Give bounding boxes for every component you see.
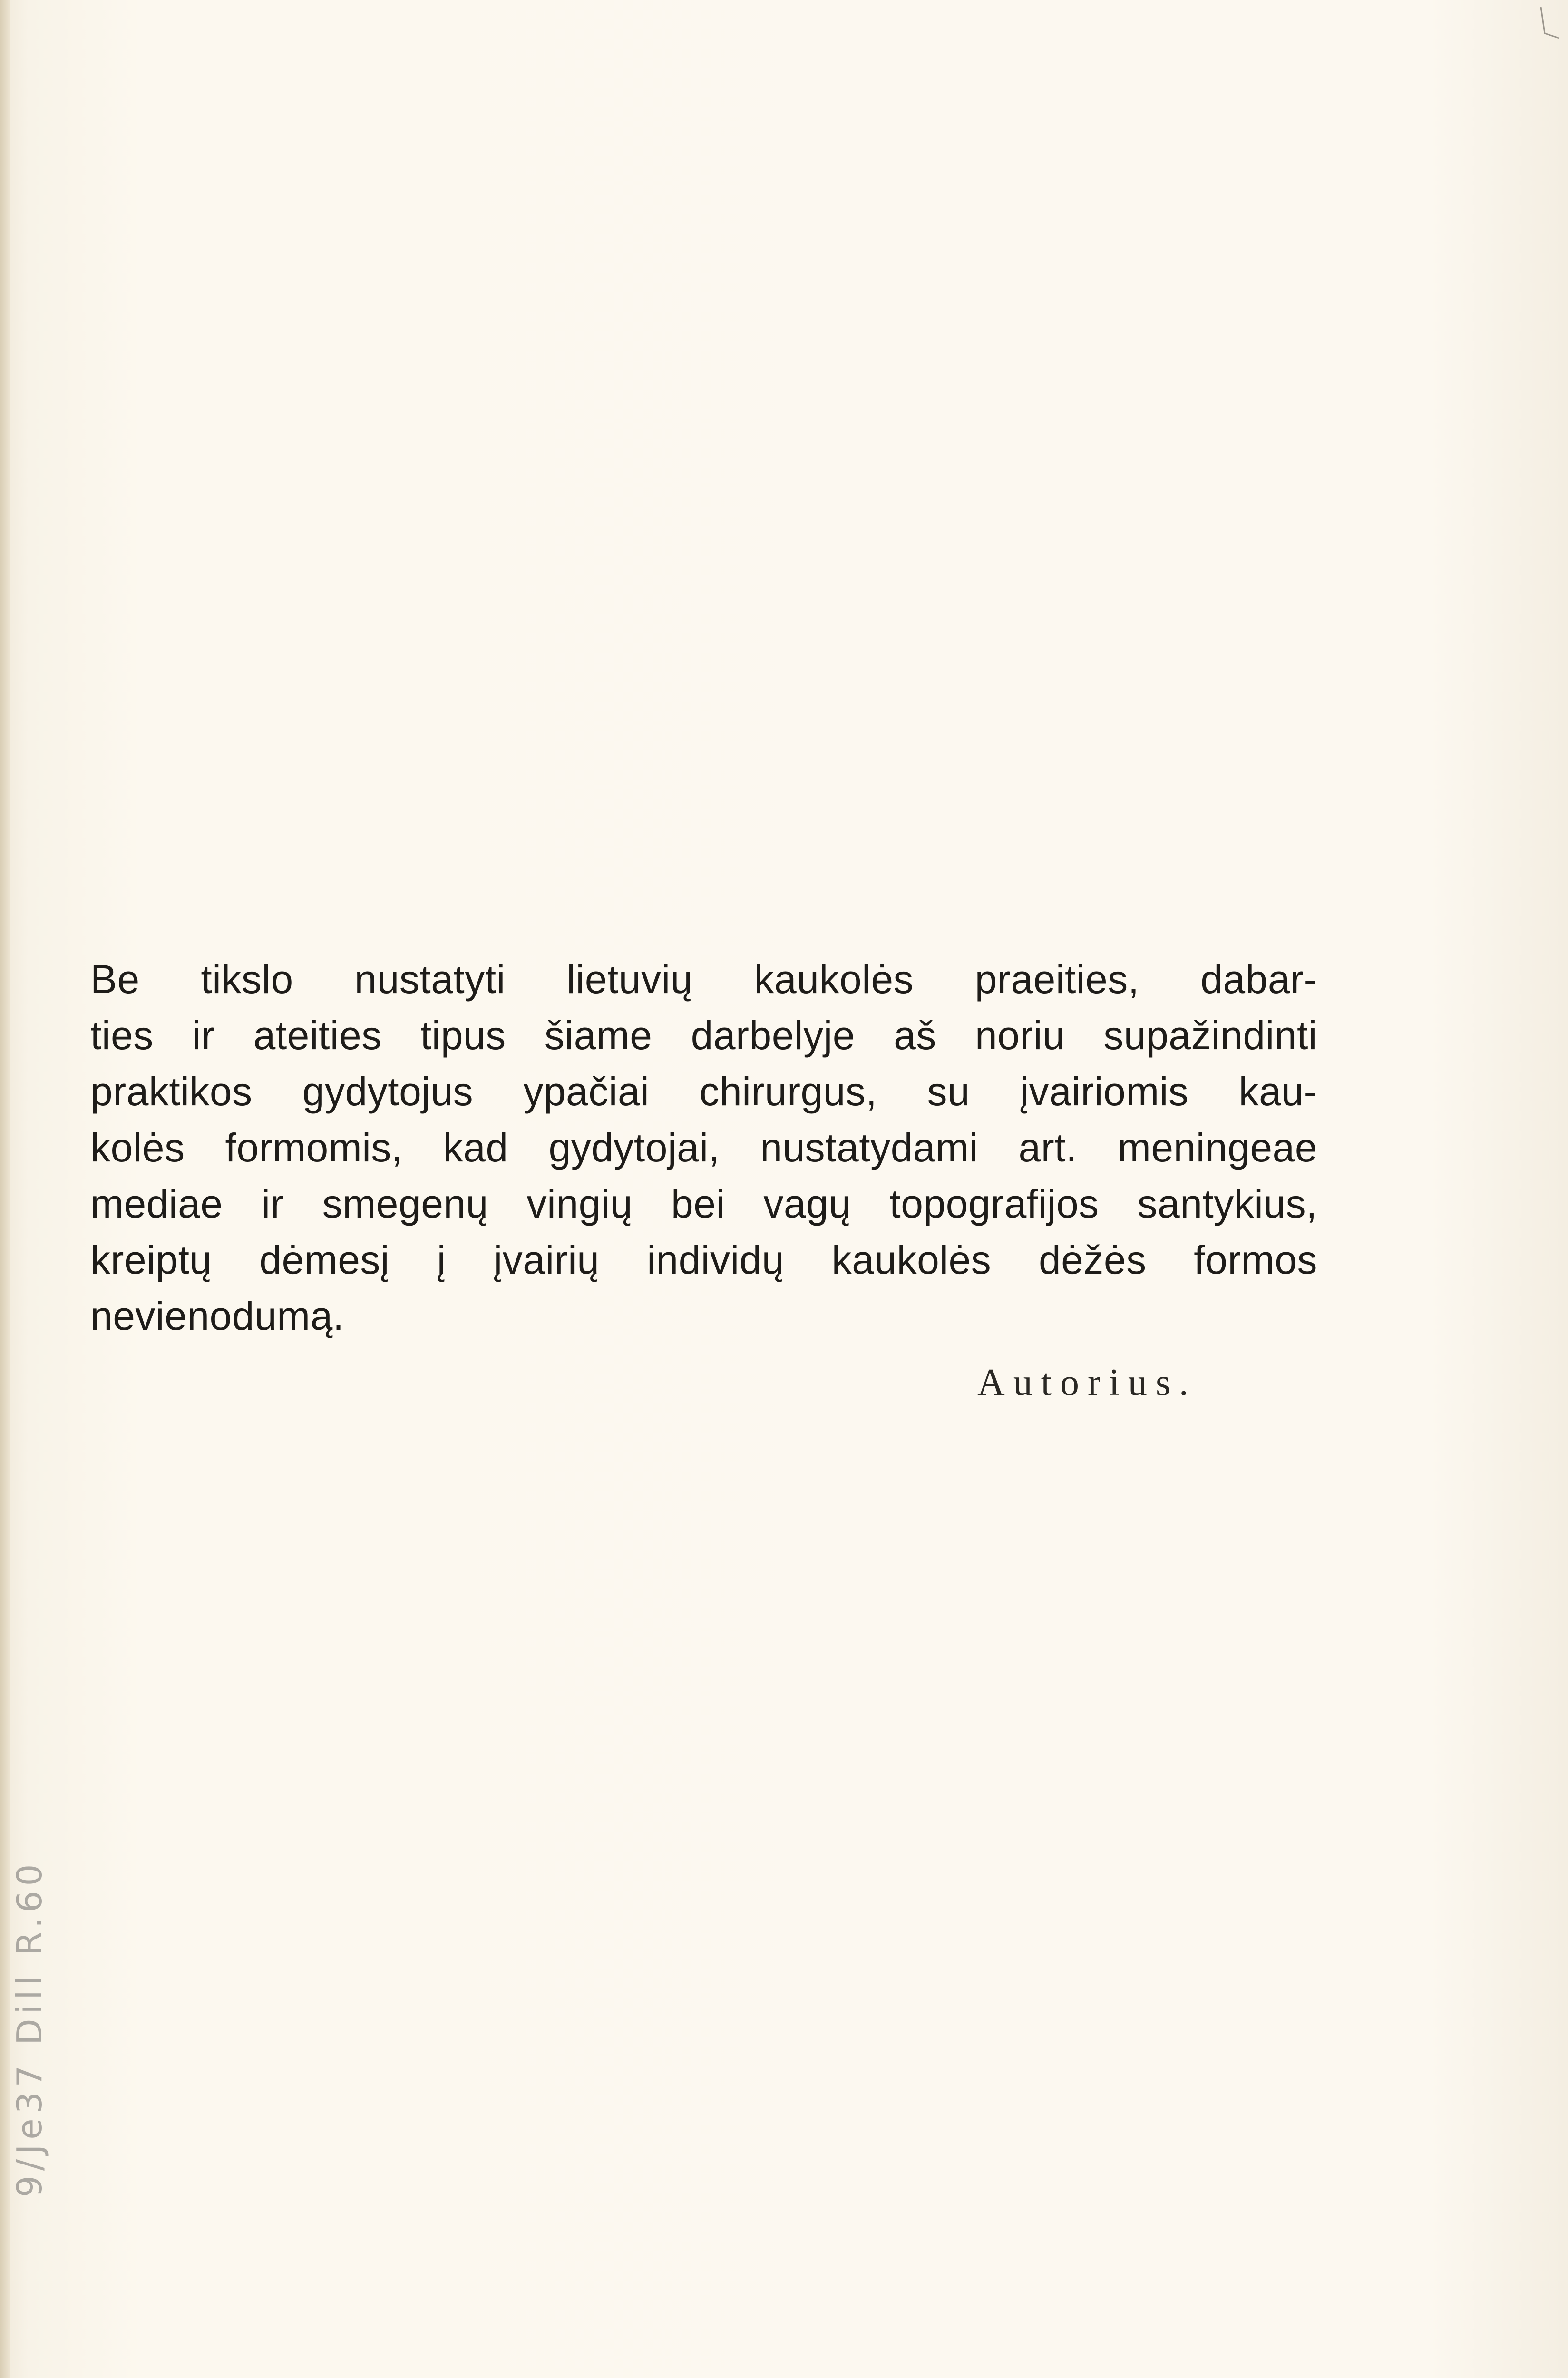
corner-pencil-mark — [1536, 5, 1565, 43]
preface-line: nevienodumą. — [90, 1294, 344, 1338]
page-left-edge — [0, 0, 10, 2378]
preface-line: praktikos gydytojus ypačiai chirurgus, su įvairiomis kau- — [90, 1069, 1317, 1114]
preface-line: Be tikslo nustatyti lietuvių kaukolės praeities, dabar- — [90, 957, 1317, 1002]
author-signature: Autorius. — [977, 1362, 1197, 1403]
preface-line: kolės formomis, kad gydytojai, nustatydami art. meningeae — [90, 1125, 1317, 1170]
preface-line: ties ir ateities tipus šiame darbelyje aš noriu supažindinti — [90, 1013, 1317, 1058]
preface-line: mediae ir smegenų vingių bei vagų topografijos santykius, — [90, 1181, 1317, 1226]
preface-paragraph — [90, 951, 1317, 1344]
margin-pencil-note: 9/Je37 Dill R.60 — [10, 1859, 49, 2197]
preface-line: kreiptų dėmesį į įvairių individų kaukolės dėžės formos — [90, 1238, 1317, 1282]
